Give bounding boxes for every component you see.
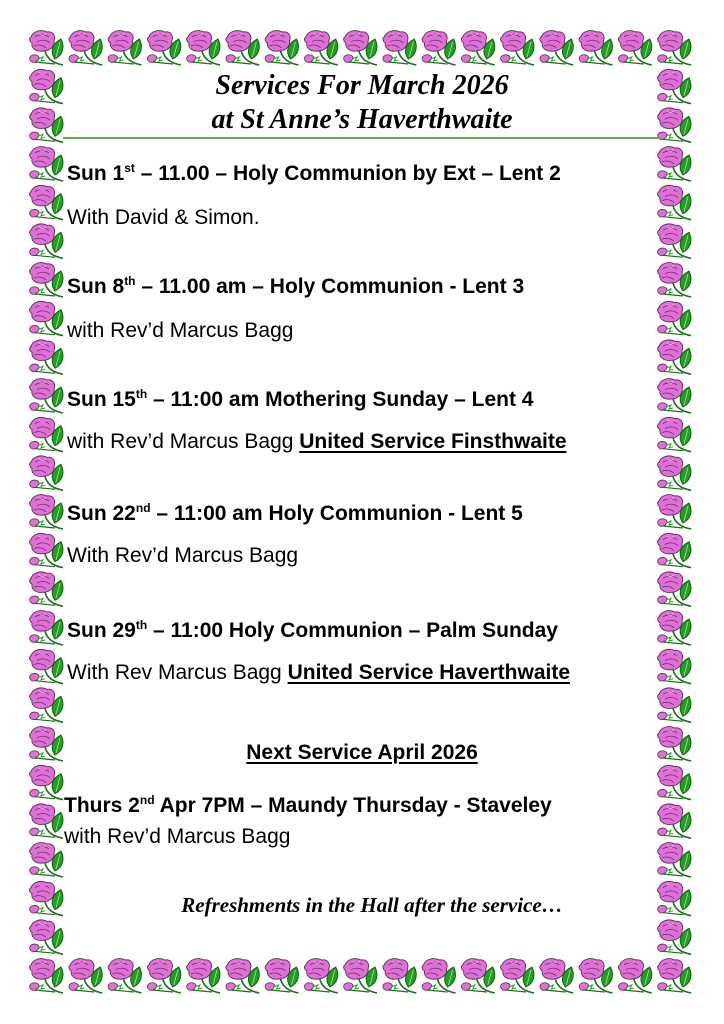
rose-icon <box>658 379 691 413</box>
rose-icon <box>658 804 691 838</box>
rose-icon <box>30 456 63 490</box>
rose-icon <box>30 688 63 722</box>
rose-icon <box>30 572 63 606</box>
rose-icon <box>30 533 63 567</box>
rose-icon <box>304 31 337 65</box>
rose-icon <box>501 959 534 993</box>
rose-icon <box>30 185 63 219</box>
rose-icon <box>658 31 691 65</box>
rose-icon <box>658 417 691 451</box>
rose-icon <box>344 959 377 993</box>
rose-icon <box>30 959 63 993</box>
service-day: Sun 22 <box>67 502 136 525</box>
service-1-with <box>67 207 260 228</box>
next-service-heading-text: Next Service April 2026 <box>246 741 478 764</box>
rose-icon <box>30 340 63 374</box>
rose-icon <box>501 31 534 65</box>
rose-icon <box>108 31 141 65</box>
ordinal-suffix: th <box>124 274 136 288</box>
rose-icon <box>30 417 63 451</box>
officiant-text: with Rev’d Marcus Bagg <box>67 319 294 342</box>
ordinal-suffix: th <box>135 618 148 632</box>
rose-icon <box>658 533 691 567</box>
rose-icon <box>461 31 494 65</box>
rose-icon <box>658 688 691 722</box>
service-5-heading <box>67 620 558 641</box>
rose-icon <box>304 959 337 993</box>
service-day: Sun 15 <box>67 388 136 411</box>
service-1-heading <box>67 163 561 184</box>
rose-icon <box>540 959 573 993</box>
rose-icon <box>658 340 691 374</box>
rose-icon <box>226 959 259 993</box>
title-divider <box>63 137 661 139</box>
service-day: Thurs 2 <box>64 794 140 817</box>
rose-icon <box>579 959 612 993</box>
rose-icon <box>30 611 63 645</box>
rose-icon <box>30 263 63 297</box>
rose-icon <box>658 495 691 529</box>
rose-icon <box>30 31 63 65</box>
rose-icon <box>69 959 102 993</box>
refreshments-note: Refreshments in the Hall after the service… <box>181 893 563 917</box>
rose-icon <box>187 959 220 993</box>
rose-icon <box>658 263 691 297</box>
ordinal-suffix: nd <box>135 501 151 515</box>
service-5-with <box>67 662 570 683</box>
rose-icon <box>30 804 63 838</box>
rose-icon <box>147 959 180 993</box>
next-service-with <box>64 826 290 847</box>
rose-icon <box>147 31 180 65</box>
next-service-heading-line <box>64 795 552 816</box>
rose-icon <box>69 31 102 65</box>
rose-icon <box>383 959 416 993</box>
rose-icon <box>461 959 494 993</box>
service-details: – 11:00 am Mothering Sunday – Lent 4 <box>147 388 534 411</box>
rose-icon <box>422 31 455 65</box>
officiant-text: With Rev’d Marcus Bagg <box>67 544 299 567</box>
service-day: Sun 1 <box>67 162 125 185</box>
rose-icon <box>658 959 691 993</box>
rose-icon <box>108 959 141 993</box>
service-3-heading <box>67 389 533 410</box>
service-3-with <box>67 431 567 452</box>
rose-icon <box>658 185 691 219</box>
rose-icon <box>658 765 691 799</box>
officiant-text: With Rev Marcus Bagg <box>67 661 288 684</box>
rose-icon <box>30 147 63 181</box>
united-service-note: United Service Haverthwaite <box>287 661 571 684</box>
rose-icon <box>618 31 651 65</box>
rose-icon <box>30 224 63 258</box>
rose-icon <box>30 765 63 799</box>
rose-icon <box>658 920 691 954</box>
rose-icon <box>226 31 259 65</box>
page-title-line1: Services For March 2026 <box>215 70 509 101</box>
page-title-line2: at St Anne’s Haverthwaite <box>211 104 513 135</box>
rose-icon <box>30 495 63 529</box>
rose-icon <box>344 31 377 65</box>
rose-icon <box>30 301 63 335</box>
rose-icon <box>30 379 63 413</box>
rose-icon <box>422 959 455 993</box>
service-details: – 11.00 am – Holy Communion - Lent 3 <box>135 275 525 298</box>
service-day: Sun 8 <box>67 275 125 298</box>
rose-icon <box>658 456 691 490</box>
rose-icon <box>658 649 691 683</box>
rose-icon <box>30 649 63 683</box>
service-details: – 11:00 am Holy Communion - Lent 5 <box>150 502 523 525</box>
united-service-note: United Service Finsthwaite <box>299 430 567 453</box>
officiant-text: With David & Simon. <box>67 206 260 229</box>
rose-icon <box>658 301 691 335</box>
rose-icon <box>658 843 691 877</box>
rose-icon <box>540 31 573 65</box>
rose-icon <box>187 31 220 65</box>
ordinal-suffix: th <box>135 387 148 401</box>
service-day: Sun 29 <box>67 619 136 642</box>
rose-icon <box>658 611 691 645</box>
service-details: – 11:00 Holy Communion – Palm Sunday <box>147 619 558 642</box>
rose-icon <box>579 31 612 65</box>
rose-icon <box>30 843 63 877</box>
officiant-text: with Rev’d Marcus Bagg <box>67 430 300 453</box>
rose-icon <box>658 224 691 258</box>
rose-icon <box>618 959 651 993</box>
service-2-heading <box>67 276 524 297</box>
ordinal-suffix: st <box>124 161 135 175</box>
service-details: Apr 7PM – Maundy Thursday - Staveley <box>154 794 552 817</box>
rose-icon <box>30 920 63 954</box>
rose-icon <box>265 959 298 993</box>
rose-icon <box>265 31 298 65</box>
service-4-heading <box>67 503 523 524</box>
ordinal-suffix: nd <box>139 793 155 807</box>
next-service-heading <box>0 742 724 763</box>
service-4-with <box>67 545 298 566</box>
service-2-with <box>67 320 293 341</box>
officiant-text: with Rev’d Marcus Bagg <box>64 825 291 848</box>
rose-icon <box>658 572 691 606</box>
rose-icon <box>383 31 416 65</box>
rose-icon <box>658 147 691 181</box>
service-details: – 11.00 – Holy Communion by Ext – Lent 2 <box>134 162 561 185</box>
